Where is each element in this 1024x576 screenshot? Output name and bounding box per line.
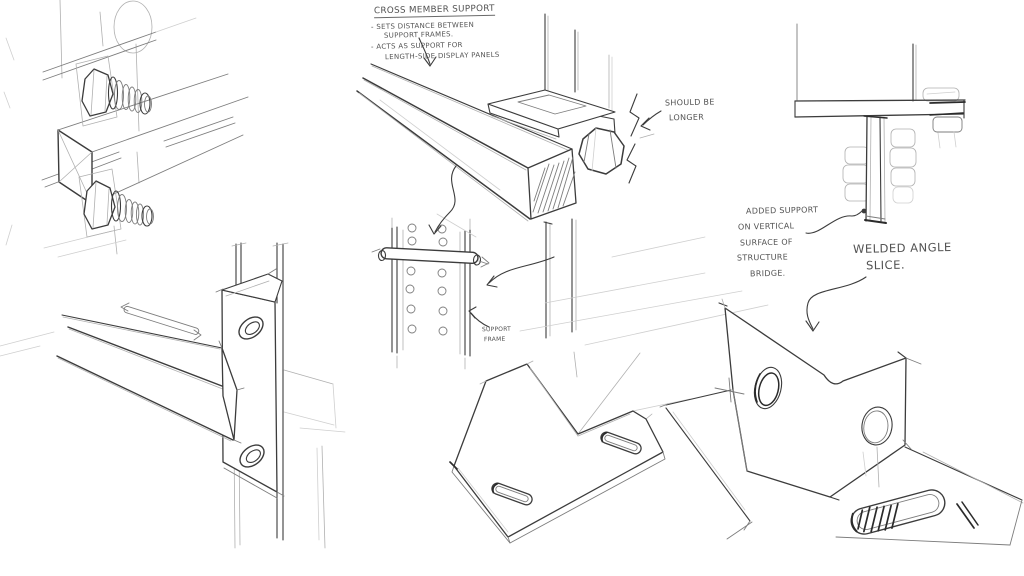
added-support-line2: ON VERTICAL <box>737 221 795 232</box>
cross-member-note-line4: LENGTH-SIDE DISPLAY PANELS <box>384 50 500 62</box>
t-joint-side-view-sketch <box>795 24 965 223</box>
added-support-line1: ADDED SUPPORT <box>745 205 819 216</box>
support-frame-label-line2: FRAME <box>483 335 506 344</box>
added-support-arrow <box>806 211 862 233</box>
welded-angle-line1: WELDED ANGLE <box>852 239 952 257</box>
welded-angle-bracket-sketch <box>660 299 1023 545</box>
frame-rail-arrow <box>487 257 554 287</box>
added-support-line4: STRUCTURE <box>736 252 789 263</box>
cross-member-beam-sketch <box>357 14 768 345</box>
cross-member-note-line3: - ACTS AS SUPPORT FOR <box>370 41 463 51</box>
should-be-longer-line1: SHOULD BE <box>664 97 715 108</box>
support-frame-pointer-arrow <box>429 166 456 234</box>
support-frame-sketch <box>372 214 489 369</box>
beam-angle-bracket-sketch <box>0 243 345 548</box>
cross-member-note-line1: - SETS DISTANCE BETWEEN <box>370 20 475 32</box>
flat-corner-bracket-sketch <box>450 352 690 543</box>
welded-angle-line2: SLICE. <box>865 257 906 273</box>
added-support-line5: BRIDGE. <box>749 268 786 279</box>
annotation-arrows <box>419 38 866 331</box>
support-frame-label-line1: SUPPORT <box>481 325 512 334</box>
welded-angle-arrow <box>806 277 866 331</box>
added-support-line3: SURFACE OF <box>739 237 793 248</box>
support-frame-label-arrow <box>469 307 489 327</box>
should-be-longer-arrow <box>641 111 661 130</box>
cross-member-note-line2: SUPPORT FRAMES. <box>383 30 454 40</box>
should-be-longer-line2: LONGER <box>668 112 705 123</box>
bolted-frame-joint-sketch <box>4 0 248 257</box>
cross-member-title: CROSS MEMBER SUPPORT <box>373 3 495 17</box>
